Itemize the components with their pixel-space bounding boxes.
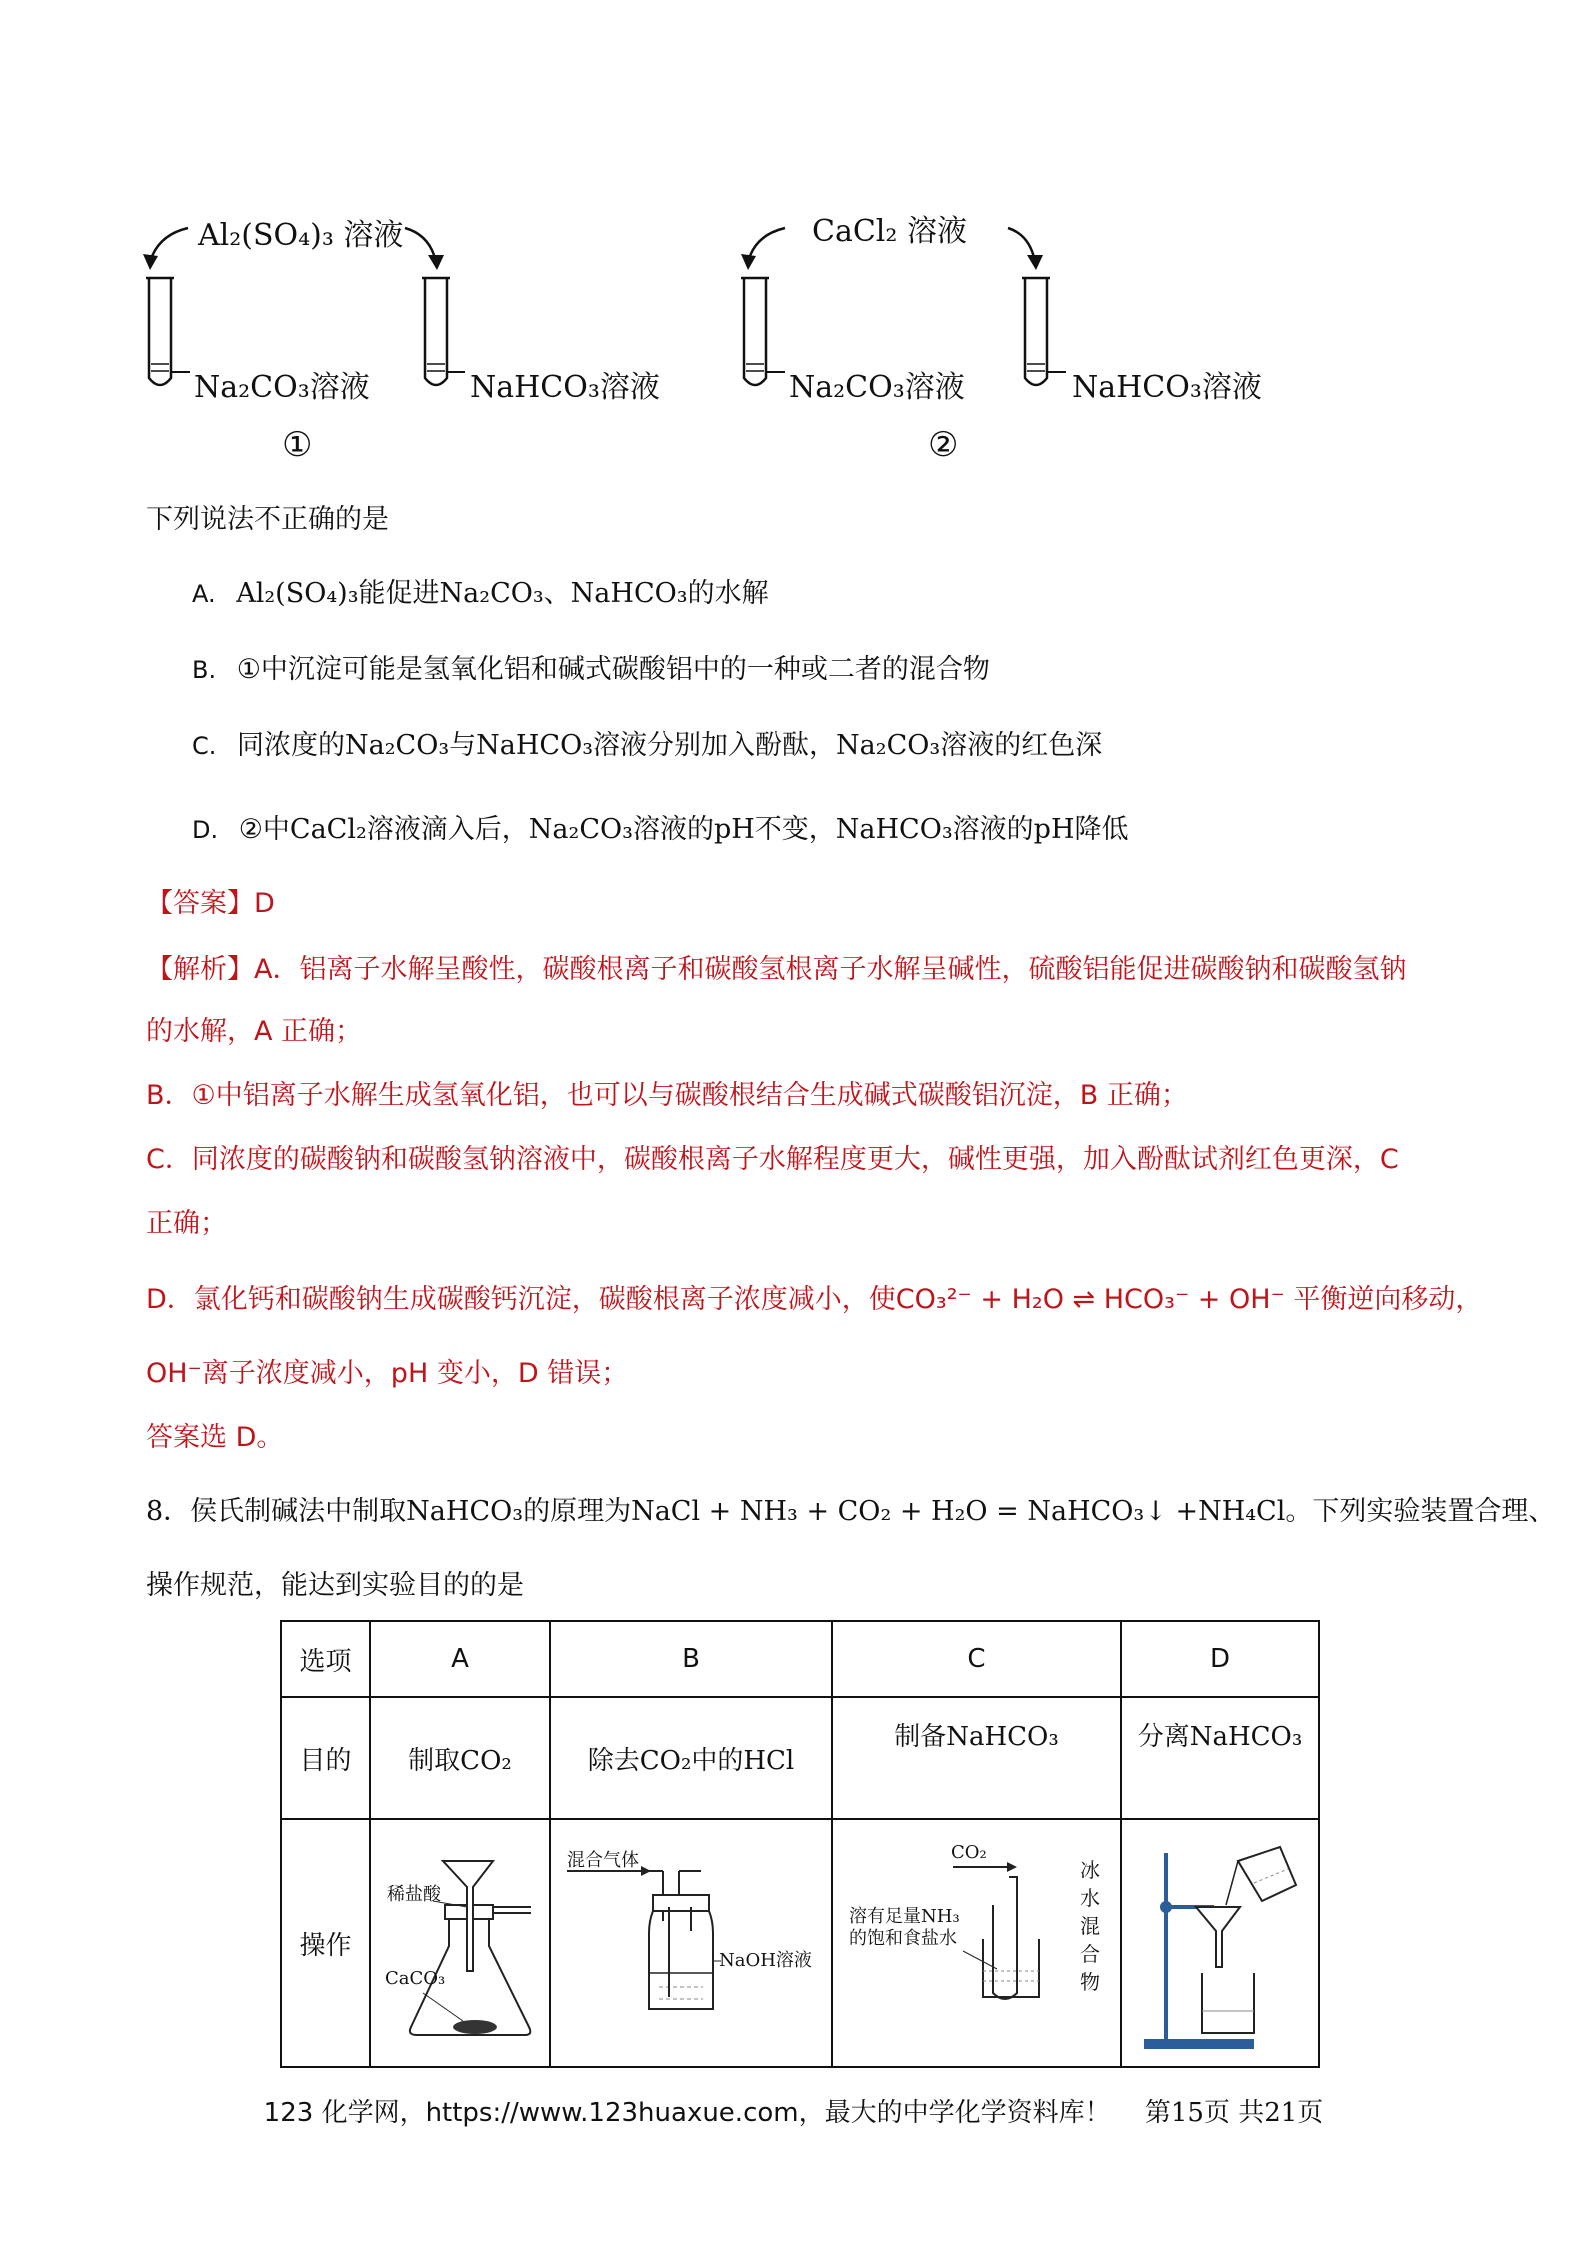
header-cell: 选项 (281, 1621, 370, 1697)
table-purpose-row (281, 1697, 1319, 1819)
group-1-number: ① (282, 425, 313, 465)
header-cell: C (832, 1621, 1121, 1697)
option-c-text: 同浓度的Na₂CO₃与NaHCO₃溶液分别加入酚酞，Na₂CO₃溶液的红色深 (236, 730, 1103, 761)
apparatus-d (1121, 1819, 1319, 2067)
option-c-letter: C. (192, 732, 217, 760)
label-nh3-solution-2: 的饱和食盐水 (849, 1928, 957, 1949)
option-b-letter: B. (192, 656, 217, 684)
option-a (192, 574, 769, 614)
question-8-line-1: 8．侯氏制碱法中制取NaHCO₃的原理为NaCl + NH₃ + CO₂ + H₂O = NaHCO₃↓ +NH₄Cl。下列实验装置合理、 (146, 1496, 1556, 1527)
label-caco3: CaCO₃ (385, 1968, 446, 1989)
table-header-row (281, 1621, 1319, 1697)
options-table (280, 1620, 1320, 2068)
ice-water-char: 物 (1080, 1970, 1100, 1994)
tube-1-label: Na₂CO₃溶液 (194, 370, 370, 405)
question-stem: 下列说法不正确的是 (146, 504, 389, 535)
analysis-line-7: OH⁻离子浓度减小，pH 变小，D 错误； (146, 1358, 629, 1389)
header-cell: A (370, 1621, 550, 1697)
test-tube-2 (422, 278, 465, 385)
analysis-line-1: 【解析】A．铝离子水解呈酸性，碳酸根离子和碳酸氢根离子水解呈碱性，硫酸铝能促进碳酸钠和碳酸氢钠 (146, 954, 1407, 985)
table-operation-row (281, 1819, 1319, 2067)
test-tube-1 (146, 278, 190, 385)
ice-water-char: 冰 (1080, 1858, 1100, 1882)
answer-label: 【答案】D (146, 888, 275, 919)
analysis-line-6: D．氯化钙和碳酸钠生成碳酸钙沉淀，碳酸根离子浓度减小，使CO₃²⁻ + H₂O ⇌ HCO₃⁻ + OH⁻ 平衡逆向移动， (146, 1284, 1483, 1315)
apparatus-b (550, 1819, 832, 2067)
option-a-letter: A. (192, 580, 216, 608)
flask-funnel-figure (371, 1821, 549, 2065)
group-2-number: ② (928, 425, 959, 465)
option-b (192, 650, 990, 690)
ice-water-char: 合 (1080, 1942, 1100, 1966)
purpose-cell: 除去CO₂中的HCl (550, 1697, 832, 1819)
tube-4-label: NaHCO₃溶液 (1072, 370, 1262, 405)
reagent-2-label: CaCl₂ 溶液 (812, 214, 967, 249)
purpose-cell: 制备NaHCO₃ (832, 1697, 1121, 1819)
option-c (192, 726, 1102, 766)
header-cell: D (1121, 1621, 1319, 1697)
analysis-line-3: B．①中铝离子水解生成氢氧化铝，也可以与碳酸根结合生成碱式碳酸铝沉淀，B 正确； (146, 1080, 1188, 1111)
option-b-text: ①中沉淀可能是氢氧化铝和碱式碳酸铝中的一种或二者的混合物 (236, 654, 990, 685)
tube-3-label: Na₂CO₃溶液 (789, 370, 965, 405)
footer-page-number: 第15页 共21页 (1144, 2098, 1324, 2128)
option-d-letter: D. (192, 816, 219, 844)
label-co2: CO₂ (951, 1842, 987, 1863)
filtration-figure (1122, 1821, 1318, 2065)
option-a-text: Al₂(SO₄)₃能促进Na₂CO₃、NaHCO₃的水解 (236, 578, 769, 609)
ice-water-char: 混 (1080, 1914, 1100, 1938)
purpose-cell: 分离NaHCO₃ (1121, 1697, 1319, 1819)
analysis-line-4: C．同浓度的碳酸钠和碳酸氢钠溶液中，碳酸根离子水解程度更大，碱性更强，加入酚酞试剂红色更深，C (146, 1144, 1399, 1175)
purpose-row-label: 目的 (281, 1697, 370, 1819)
reagent-1-label: Al₂(SO₄)₃ 溶液 (198, 218, 404, 253)
option-d (192, 810, 1129, 850)
apparatus-a (370, 1819, 550, 2067)
page-footer (0, 2092, 1587, 2129)
label-mixed-gas: 混合气体 (567, 1850, 639, 1871)
purpose-cell: 制取CO₂ (370, 1697, 550, 1819)
test-tube-4 (1022, 278, 1066, 385)
tube-2-label: NaHCO₃溶液 (470, 370, 660, 405)
label-nh3-solution-1: 溶有足量NH₃ (849, 1906, 960, 1927)
option-d-text: ②中CaCl₂溶液滴入后，Na₂CO₃溶液的pH不变，NaHCO₃溶液的pH降低 (238, 814, 1129, 845)
label-ice-water (1079, 1856, 1101, 1996)
label-naoh: NaOH溶液 (719, 1950, 812, 1971)
test-tube-3 (741, 278, 785, 385)
analysis-line-2: 的水解，A 正确； (146, 1016, 363, 1047)
operation-row-label: 操作 (281, 1819, 370, 2067)
apparatus-c (832, 1819, 1121, 2067)
header-cell: B (550, 1621, 832, 1697)
analysis-line-5: 正确； (146, 1208, 227, 1239)
question-8-line-2: 操作规范，能达到实验目的的是 (146, 1570, 524, 1601)
ice-water-char: 水 (1080, 1886, 1100, 1910)
footer-site-text: 123 化学网，https://www.123huaxue.com，最大的中学化学资料库！ (263, 2098, 1111, 2128)
analysis-line-8: 答案选 D。 (146, 1422, 284, 1453)
label-dilute-hcl: 稀盐酸 (387, 1884, 441, 1905)
